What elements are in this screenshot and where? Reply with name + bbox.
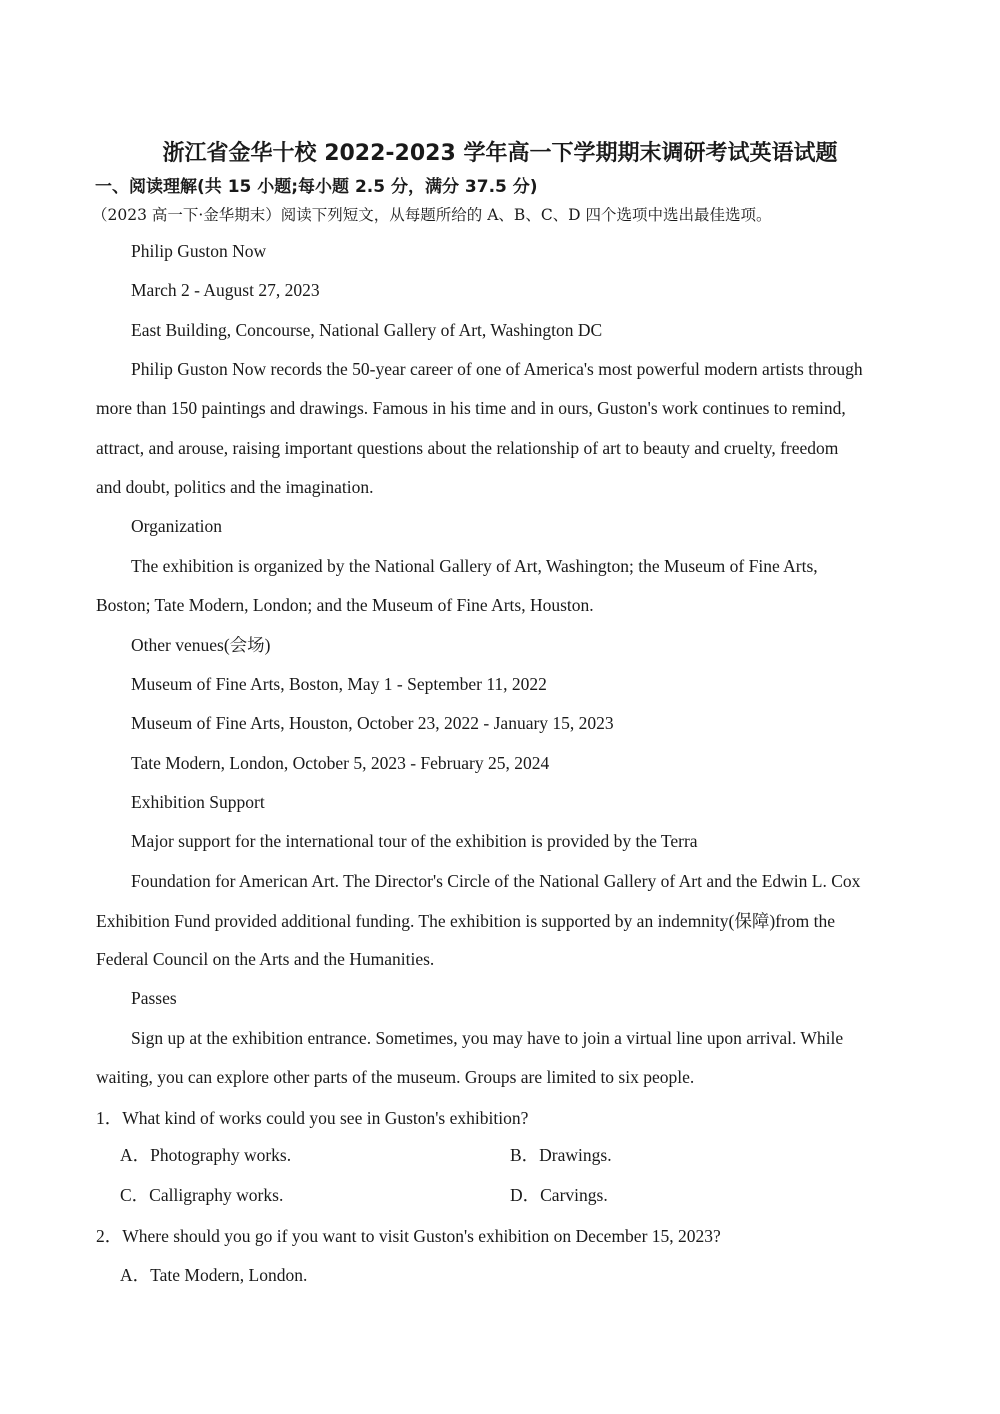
support-heading: Exhibition Support <box>131 792 265 812</box>
intro-line: attract, and arouse, raising important questions about the relationship of art to beauty and cruelty, freedom <box>96 438 839 458</box>
venues-heading: Other venues(会场) <box>131 635 271 655</box>
intro-line: Philip Guston Now records the 50-year career of one of America's most powerful modern artists through <box>131 359 863 379</box>
passes-line: Sign up at the exhibition entrance. Sometimes, you may have to join a virtual line upon arrival. While <box>131 1028 844 1048</box>
intro-line: more than 150 paintings and drawings. Famous in his time and in ours, Guston's work continues to remind, <box>96 398 846 418</box>
support-line: Federal Council on the Arts and the Humanities. <box>96 949 435 969</box>
answer-option[interactable]: A．Tate Modern, London. <box>120 1265 308 1285</box>
exam-title: 浙江省金华十校 2022-2023 学年高一下学期期末调研考试英语试题 <box>162 141 838 166</box>
organization-line: Boston; Tate Modern, London; and the Museum of Fine Arts, Houston. <box>96 595 594 615</box>
answer-option[interactable]: C．Calligraphy works. <box>120 1185 284 1205</box>
event-dates: March 2 - August 27, 2023 <box>131 280 320 300</box>
venue-item: Tate Modern, London, October 5, 2023 - February 25, 2024 <box>131 753 550 773</box>
support-line: Major support for the international tour of the exhibition is provided by the Terra <box>131 831 698 851</box>
answer-option[interactable]: D．Carvings. <box>510 1185 608 1205</box>
event-location: East Building, Concourse, National Gallery of Art, Washington DC <box>131 320 603 340</box>
event-title: Philip Guston Now <box>131 241 267 261</box>
question-stem: 1．What kind of works could you see in Guston's exhibition? <box>96 1108 529 1128</box>
venue-item: Museum of Fine Arts, Houston, October 23, 2022 - January 15, 2023 <box>131 713 614 733</box>
venue-item: Museum of Fine Arts, Boston, May 1 - September 11, 2022 <box>131 674 547 694</box>
answer-option[interactable]: A．Photography works. <box>120 1145 292 1165</box>
passes-heading: Passes <box>131 988 177 1008</box>
support-line: Exhibition Fund provided additional funding. The exhibition is supported by an indemnity(保障)from the <box>96 911 835 931</box>
organization-line: The exhibition is organized by the National Gallery of Art, Washington; the Museum of Fine Arts, <box>131 556 818 576</box>
organization-heading: Organization <box>131 516 223 536</box>
support-line: Foundation for American Art. The Director's Circle of the National Gallery of Art and the Edwin L. Cox <box>131 871 861 891</box>
instructions: （2023 高一下·金华期末）阅读下列短文，从每题所给的 A、B、C、D 四个选项中选出最佳选项。 <box>92 206 772 224</box>
question-stem: 2．Where should you go if you want to visit Guston's exhibition on December 15, 2023? <box>96 1226 721 1246</box>
section-heading: 一、阅读理解(共 15 小题;每小题 2.5 分，满分 37.5 分) <box>95 177 538 197</box>
answer-option[interactable]: B．Drawings. <box>510 1145 612 1165</box>
intro-line: and doubt, politics and the imagination. <box>96 477 374 497</box>
passes-line: waiting, you can explore other parts of the museum. Groups are limited to six people. <box>96 1067 695 1087</box>
